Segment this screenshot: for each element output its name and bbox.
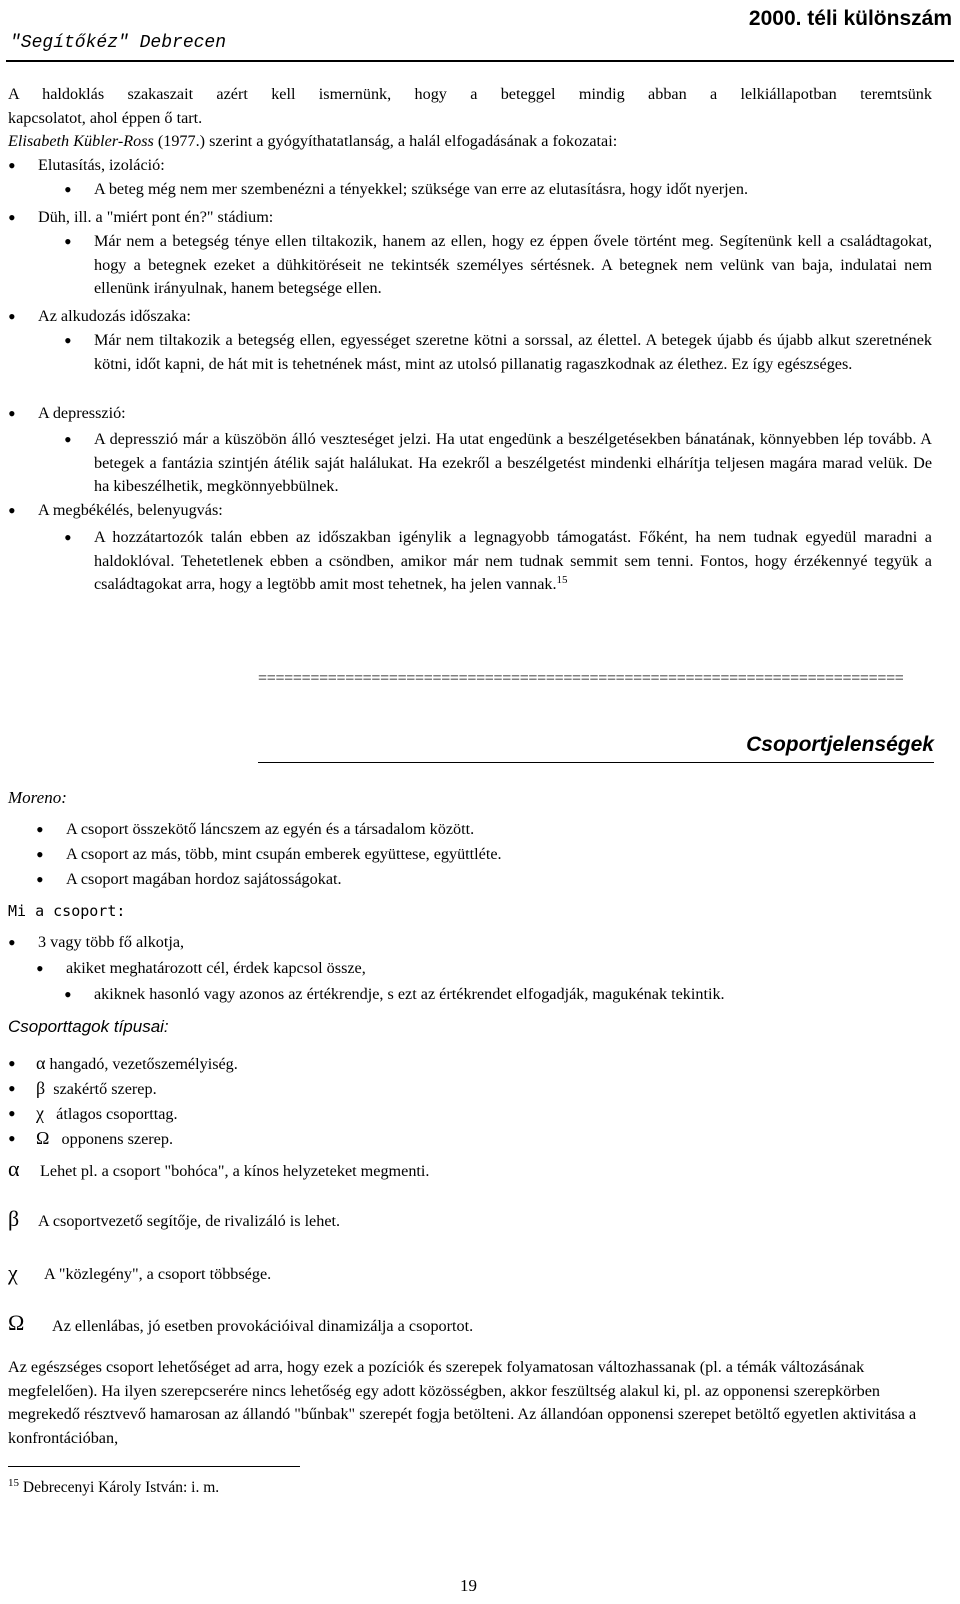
type-symbol-chi: χ bbox=[36, 1103, 44, 1123]
type-symbol-omega: Ω bbox=[36, 1128, 50, 1148]
type-text-2: szakértő szerep. bbox=[53, 1080, 157, 1098]
stage-1-bullet bbox=[8, 154, 16, 181]
mi-item-2: akiket meghatározott cél, érdek kapcsol össze, bbox=[66, 959, 366, 977]
moreno-item-1: A csoport összekötő láncszem az egyén és a társadalom között. bbox=[66, 820, 475, 838]
mi-bullet-2 bbox=[36, 957, 44, 984]
type-item-2 bbox=[36, 1077, 157, 1102]
section-title-rule bbox=[258, 762, 934, 763]
mi-item-3: akiknek hasonló vagy azonos az értékrendje, s ezt az értékrendet elfogadják, magukénak tekintik. bbox=[94, 985, 725, 1003]
type-symbol-beta: β bbox=[36, 1078, 46, 1098]
footnote-ref: 15 bbox=[556, 574, 568, 587]
type-text-3: átlagos csoporttag. bbox=[56, 1105, 178, 1123]
stage-3-text: Már nem tiltakozik a betegség ellen, egyességet szeretne kötni a sorssal, az élettel. A betegek újabb és újabb alkut szeretnének kötni, időt kapni, de hát mit is tehetnének mást, mint az utolsó pillanatig ragaszkodnak az élethez. Ez így egészséges. bbox=[94, 331, 932, 373]
stage-4-title: A depresszió: bbox=[38, 404, 126, 422]
stage-1-title: Elutasítás, izoláció: bbox=[38, 156, 165, 174]
stage-1-sub-bullet bbox=[64, 178, 72, 205]
closing-paragraph: Az egészséges csoport lehetőséget ad arra, hogy ezek a pozíciók és szerepek folyamatosan változhassanak (pl. a témák változásának megfelelően). Ha ilyen szerepcserére nincs lehetőség egy adott közösségben, akkor feszültség alakul ki, pl. az opponensi szerepkörben megrekedő résztvevő hamarosan az állandó "bűnbak" szerepét fogja betölteni. Az állandóan opponensi szerepet betöltő egyetlen aktivitása a konfrontációban, bbox=[8, 1358, 917, 1447]
mi-bullet-1 bbox=[8, 931, 16, 958]
stage-3-bullet bbox=[8, 305, 16, 332]
desc-symbol-chi: χ bbox=[8, 1260, 18, 1285]
types-label: Csoporttagok típusai: bbox=[8, 1017, 169, 1036]
type-bullet-3 bbox=[8, 1102, 16, 1129]
desc-symbol-omega: Ω bbox=[8, 1310, 25, 1335]
type-bullet-4 bbox=[8, 1127, 16, 1154]
stage-2-sub-bullet bbox=[64, 230, 72, 257]
mi-item-1: 3 vagy több fő alkotja, bbox=[38, 933, 185, 951]
intro-line-2: kapcsolatot, ahol éppen ő tart. bbox=[8, 108, 203, 127]
type-text-1: hangadó, vezetőszemélyiség. bbox=[49, 1055, 238, 1073]
desc-beta: A csoportvezető segítője, de rivalizáló is lehet. bbox=[38, 1212, 341, 1230]
intro-author-rest: (1977.) szerint a gyógyíthatatlanság, a halál elfogadásának a fokozatai: bbox=[153, 132, 618, 151]
stage-5-text: A hozzátartozók talán ebben az időszakban igénylik a legnagyobb támogatást. Főként, ha nem tudnak egyedül maradni a haldoklóval. Tehetetlenek ebben a csöndben, amikor már nem tudnak semmit sem tenni. Fontos, hogy érzékennyé tegyük a családtagokat arra, hogy a legtöbb amit most tehetnek, ha jelen vannak. bbox=[94, 528, 932, 594]
stage-3-sub-bullet bbox=[64, 329, 72, 356]
stage-5-bullet bbox=[8, 499, 16, 526]
desc-symbol-alpha: α bbox=[8, 1156, 20, 1181]
section-title: Csoportjelenségek bbox=[746, 733, 934, 756]
type-item-3 bbox=[36, 1102, 178, 1127]
stage-5-sub-bullet bbox=[64, 526, 72, 553]
moreno-label: Moreno: bbox=[8, 788, 67, 807]
page-number: 19 bbox=[460, 1576, 477, 1595]
intro-author: Elisabeth Kübler-Ross bbox=[8, 132, 154, 151]
footnote-number: 15 bbox=[8, 1477, 19, 1489]
mi-csoport-label: Mi a csoport: bbox=[8, 902, 126, 920]
type-symbol-alpha: α bbox=[36, 1053, 46, 1073]
mi-bullet-3 bbox=[64, 983, 72, 1010]
stage-3-title: Az alkudozás időszaka: bbox=[38, 307, 191, 325]
stage-1-text: A beteg még nem mer szembenézni a tényekkel; szüksége van erre az elutasításra, hogy időt nyerjen. bbox=[94, 180, 748, 198]
separator-line: ========================================================================== bbox=[258, 670, 904, 687]
footnote bbox=[8, 1476, 219, 1500]
type-text-4: opponens szerep. bbox=[61, 1130, 174, 1148]
stage-5-text-block bbox=[94, 526, 932, 597]
type-item-4 bbox=[36, 1127, 173, 1152]
header-rule bbox=[6, 60, 954, 62]
moreno-item-2: A csoport az más, több, mint csupán emberek együttese, együttléte. bbox=[66, 845, 502, 863]
type-bullet-2 bbox=[8, 1077, 16, 1104]
intro-paragraph bbox=[8, 83, 932, 154]
moreno-bullet-1 bbox=[36, 818, 44, 845]
footnote-text: Debrecenyi Károly István: i. m. bbox=[22, 1479, 220, 1496]
intro-line-1: A haldoklás szakaszait azért kell ismernünk, hogy a beteggel mindig abban a lelkiállapotban teremtsünk bbox=[8, 85, 932, 103]
desc-omega: Az ellenlábas, jó esetben provokációival dinamizálja a csoportot. bbox=[52, 1317, 474, 1335]
footnote-rule bbox=[8, 1466, 300, 1467]
stage-4-sub-bullet bbox=[64, 428, 72, 455]
header-issue: 2000. téli különszám bbox=[748, 7, 952, 30]
type-item-1 bbox=[36, 1052, 238, 1077]
stage-4-text: A depresszió már a küszöbön álló veszteséget jelzi. Ha utat engedünk a beszélgetésekben bánatának, könnyebben lép tovább. A betegek a fantázia szintjén átélik saját halálukat. Ha ezekről a beszélgetést mindenki elhárítja teljesen magára marad velük. De ha kibeszélhetik, megkönnyebbülnek. bbox=[94, 430, 932, 496]
moreno-item-3: A csoport magában hordoz sajátosságokat. bbox=[66, 870, 342, 888]
type-bullet-1 bbox=[8, 1052, 16, 1079]
moreno-bullet-3 bbox=[36, 868, 44, 895]
header-publisher: "Segítőkéz" Debrecen bbox=[10, 33, 227, 53]
desc-symbol-beta: β bbox=[8, 1206, 20, 1231]
desc-chi: A "közlegény", a csoport többsége. bbox=[44, 1265, 272, 1283]
moreno-bullet-2 bbox=[36, 843, 44, 870]
intro-line-3 bbox=[8, 130, 932, 154]
stage-4-bullet bbox=[8, 402, 16, 429]
stage-2-title: Düh, ill. a "miért pont én?" stádium: bbox=[38, 208, 274, 226]
stage-5-title: A megbékélés, belenyugvás: bbox=[38, 501, 223, 519]
stage-2-bullet bbox=[8, 206, 16, 233]
stage-2-text: Már nem a betegség ténye ellen tiltakozik, hanem az ellen, hogy ez éppen ővele történt meg. Segítenünk kell a családtagokat, hogy a betegnek ezeket a dühkitöréseit ne tekintsék személyes sértésnek. A betegnek nem velünk van baja, indulatai nem ellenünk irányulnak, hanem betegsége ellen. bbox=[94, 232, 932, 298]
desc-alpha: Lehet pl. a csoport "bohóca", a kínos helyzeteket megmenti. bbox=[40, 1162, 430, 1180]
